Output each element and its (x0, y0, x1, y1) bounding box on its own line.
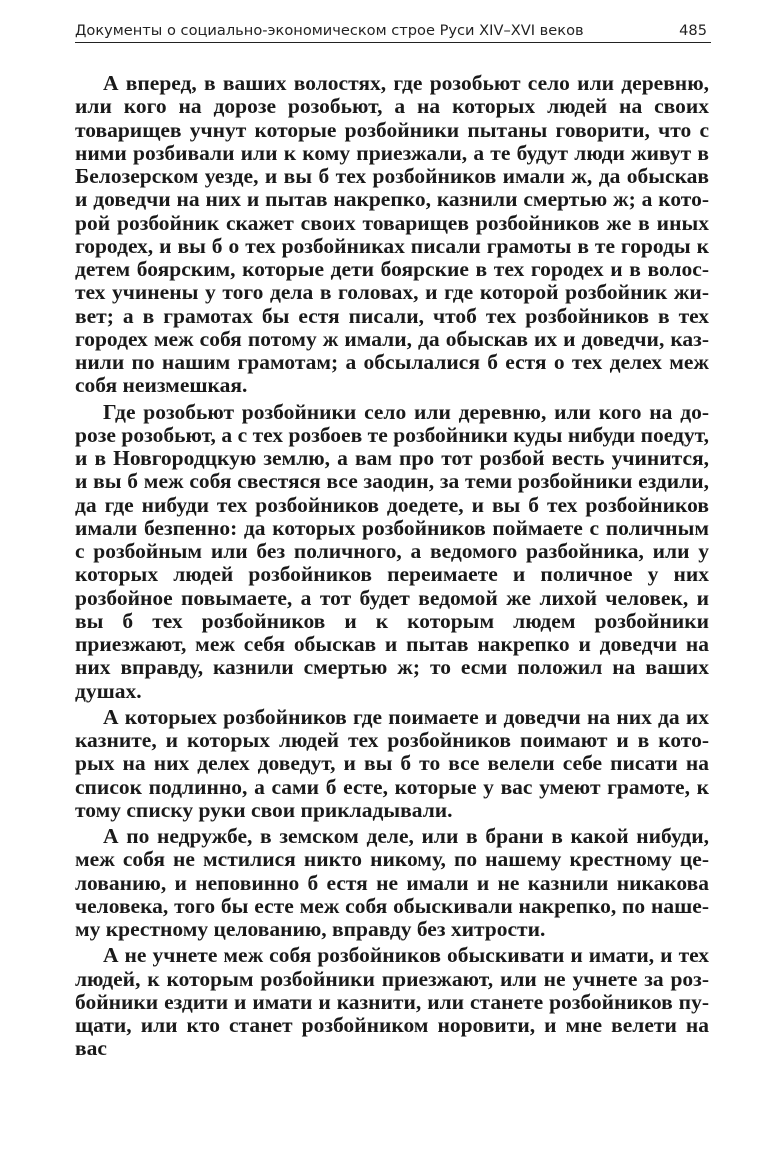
running-header (75, 20, 711, 43)
running-title: Документы о социально-экономическом строе Руси XIV–XVI веков (75, 22, 584, 39)
body-text (75, 72, 709, 1064)
paragraph: Где розобьют розбойники село или деревню, или кого на дорозе розобьют, а с тех розбоев те розбойники куды нибуди поедут, и в Новгородцкую землю, а вам про тот розбой весть учинится, и вы б меж собя свестяся все заодин, за теми розбойники ездили, да где нибуди тех розбойников доедете, и вы б тех розбойников имали безпенно: да которых розбойников поймаете с поличным с розбойным или без поличного, а ведомого разбойника, или у которых людей розбойников переимаете и поличное у них розбойное повымаете, а тот будет ведомой же лихой человек, и вы б тех розбойников и к которым людем розбойники приезжают, меж себя обыскав и пытав накрепко и доведчи на них вправду, казнили смертью ж; то есми положил на ваших душах. (75, 399, 709, 703)
paragraph: А которыех розбойников где поимаете и доведчи на них да их казните, и которых людей тех розбойников поимают и в которых на них делех доведут, и вы б то все велели себе писати на список подлинно, а сами б есте, которые у вас умеют грамоте, к тому списку руки свои прикладывали. (75, 704, 709, 822)
paragraph: А вперед, в ваших волостях, где розобьют село или деревню, или кого на дорозе розобьют, а на которых людей на своих товарищев учнут которые розбойники пытаны говорити, что с ними розбивали или к кому приезжали, а те будут люди живут в Белозерском уезде, и вы б тех розбойников имали ж, да обыскав и доведчи на них и пытав накрепко, казнили смертью ж; а которой розбойник скажет своих товарищев розбойников же в иных городех, и вы б о тех розбойниках писали грамоты в те городы к детем боярским, которые дети боярские в тех городех и в волостех учинены у того дела в головах, и где которой розбойник живет; а в грамотах бы естя писали, чтоб тех розбойников в тех городех меж собя потому ж имали, да обыскав их и доведчи, казнили по нашим грамотам; а обсылалися б естя о тех делех меж собя неизмешкая. (75, 71, 709, 398)
paragraph: А не учнете меж собя розбойников обыскивати и имати, и тех людей, к которым розбойники приезжают, или не учнете за розбойники ездити и имати и казнити, или станете розбойников пущати, или кто станет розбойником норовити, и мне велети на вас (75, 943, 709, 1061)
page-number: 485 (679, 22, 707, 39)
paragraph: А по недружбе, в земском деле, или в брани в какой нибуди, меж собя не мстилися никто никому, по нашему крестному целованию, и неповинно б естя не имали и не казнили никакова человека, того бы есте меж собя обыскивали накрепко, по нашему крестному целованию, вправду без хитрости. (75, 824, 709, 941)
